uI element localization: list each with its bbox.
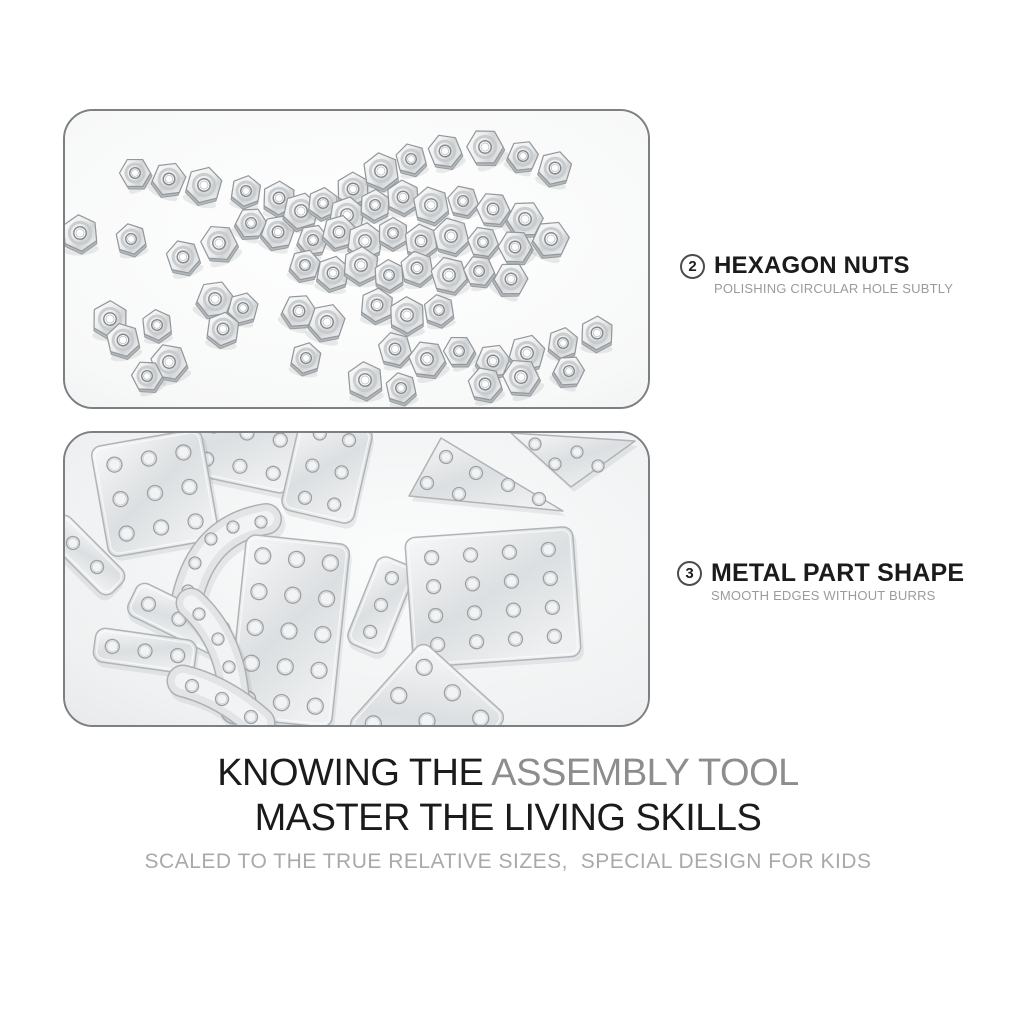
section-title-row <box>677 559 964 587</box>
hexagon-nuts-illustration <box>65 111 648 407</box>
section-number-badge: 3 <box>677 561 702 586</box>
section-title: HEXAGON NUTS <box>714 252 910 279</box>
tagline: SCALED TO THE TRUE RELATIVE SIZES, SPECIAL DESIGN FOR KIDS <box>144 850 872 873</box>
metal-parts-illustration <box>65 433 648 725</box>
headline-line1-black: KNOWING THE <box>217 752 492 794</box>
hexagon-nuts-photo <box>63 109 650 409</box>
headline <box>0 751 1016 841</box>
footer-text-block <box>0 751 1016 874</box>
section-number-badge: 2 <box>680 254 705 279</box>
metal-parts-photo <box>63 431 650 727</box>
section-metal-part-shape-label <box>677 559 964 603</box>
section-subtitle: SMOOTH EDGES WITHOUT BURRS <box>711 588 936 603</box>
headline-line1-gray: ASSEMBLY TOOL <box>491 752 799 794</box>
headline-line1 <box>0 751 1016 796</box>
section-hexagon-nuts-label <box>680 252 953 296</box>
headline-line2: MASTER THE LIVING SKILLS <box>254 797 762 839</box>
section-title-row <box>680 252 953 280</box>
section-title: METAL PART SHAPE <box>711 559 965 587</box>
section-subtitle: POLISHING CIRCULAR HOLE SUBTLY <box>714 281 954 296</box>
